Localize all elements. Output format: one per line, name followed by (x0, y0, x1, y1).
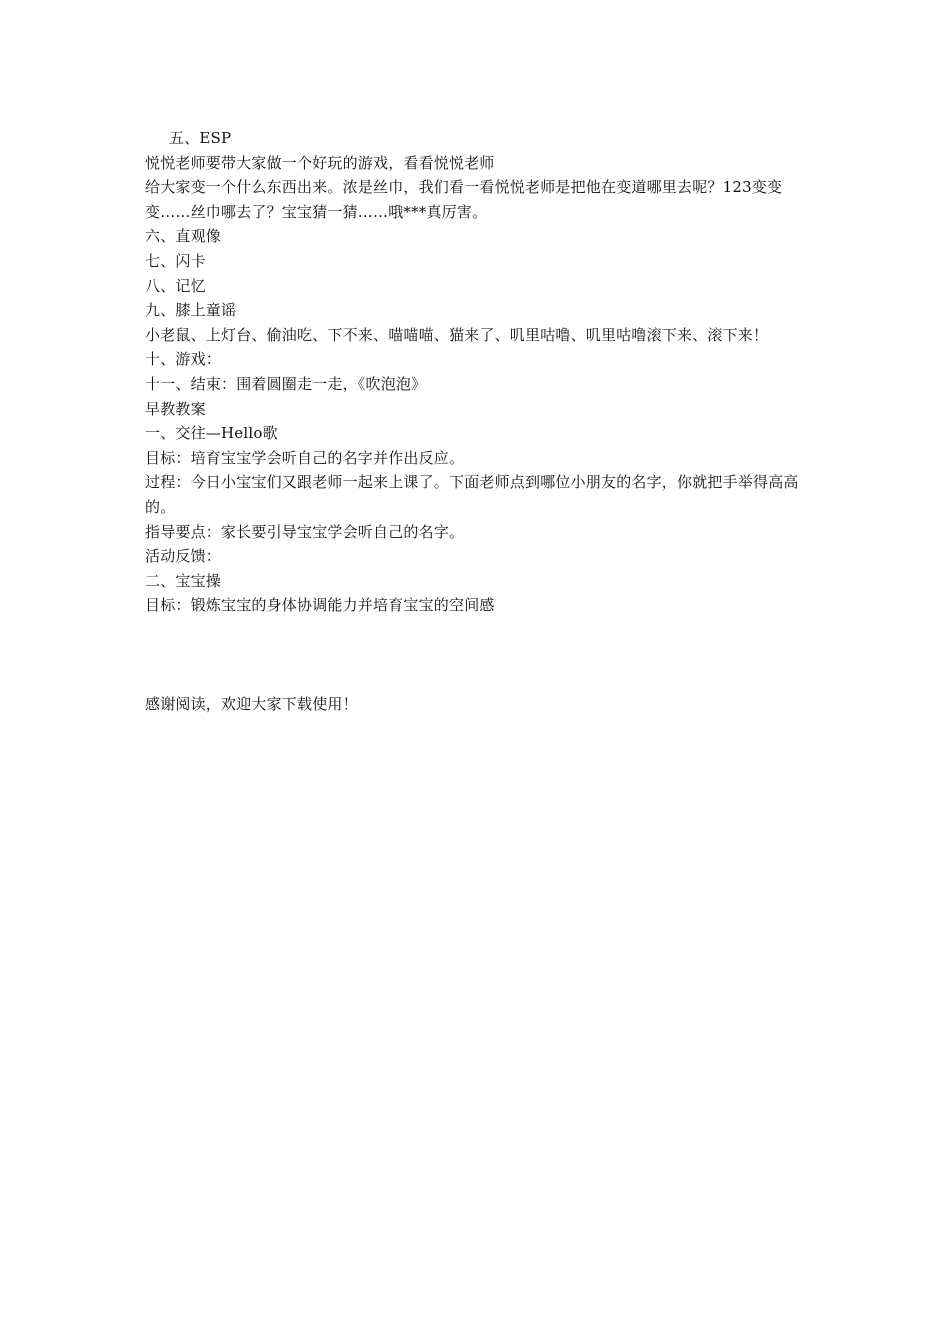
section-heading-lap-rhymes: 九、膝上童谣 (145, 301, 237, 320)
goal-text: 目标：锻炼宝宝的身体协调能力并培育宝宝的空间感 (145, 596, 495, 615)
document-body (145, 126, 810, 716)
process-text: 过程：今日小宝宝们又跟老师一起来上课了。下面老师点到哪位小朋友的名字，你就把手举得高高的。 (145, 473, 799, 516)
goal-text: 目标：培育宝宝学会听自己的名字并作出反应。 (145, 448, 465, 467)
blank-space (145, 618, 810, 692)
section-heading-flash-cards: 七、闪卡 (145, 251, 206, 270)
section-heading-esp: 五、ESP (169, 129, 232, 147)
section-heading-memory: 八、记忆 (145, 276, 206, 295)
closing-note: 感谢阅读，欢迎大家下载使用！ (145, 694, 358, 713)
paragraph-line: 悦悦老师要带大家做一个好玩的游戏，看看悦悦老师 (145, 153, 495, 172)
section-heading-ending: 十一、结束：围着圆圈走一走，《吹泡泡》 (145, 374, 427, 393)
document-subtitle: 早教教案 (145, 399, 206, 418)
paragraph-line: 给大家变一个什么东西出来。浓是丝巾，我们看一看悦悦老师是把他在变道哪里去呢？123变变变……丝巾哪去了？宝宝猜一猜……哦***真厉害。 (145, 178, 783, 221)
nursery-rhyme-text: 小老鼠、上灯台、偷油吃、下不来、喵喵喵、猫来了、叽里咕噜、叽里咕噜滚下来、滚下来！ (145, 325, 769, 344)
section-heading-intuitive-image: 六、直观像 (145, 227, 222, 246)
section-heading-hello-song: 一、交往—Hello歌 (145, 424, 278, 443)
feedback-label: 活动反馈： (145, 547, 222, 566)
guidance-text: 指导要点：家长要引导宝宝学会听自己的名字。 (145, 522, 465, 541)
section-heading-games: 十、游戏： (145, 350, 222, 369)
section-heading-baby-exercise: 二、宝宝操 (145, 571, 222, 590)
